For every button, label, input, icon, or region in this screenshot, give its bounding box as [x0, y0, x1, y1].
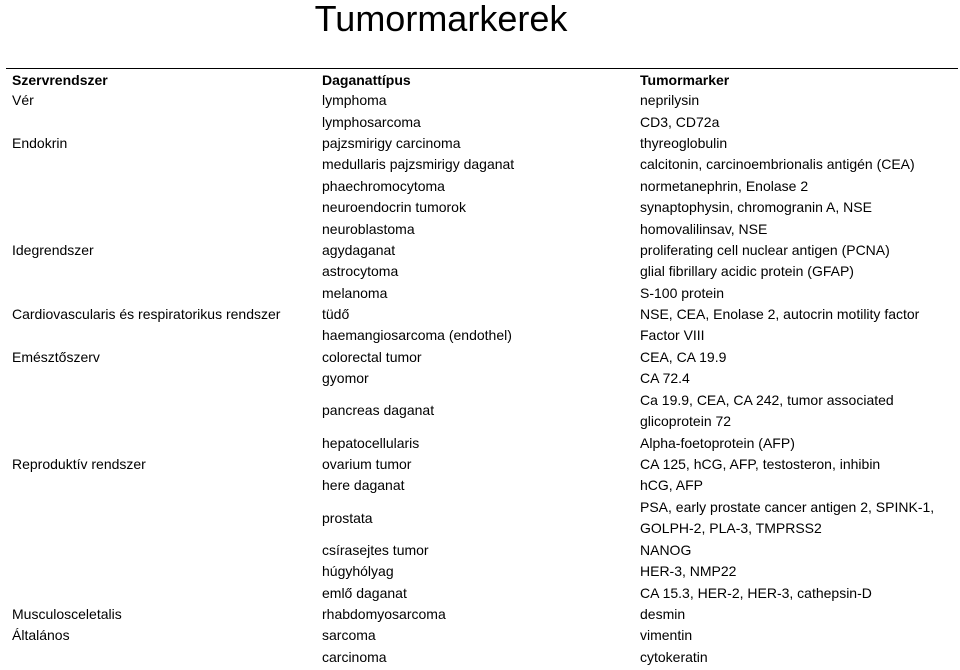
tumor-marker-cell: CA 125, hCG, AFP, testosteron, inhibin [640, 456, 881, 473]
tumor-type-cell: haemangiosarcoma (endothel) [322, 327, 512, 344]
tumor-marker-cell: normetanephrin, Enolase 2 [640, 177, 809, 194]
table-row [6, 540, 958, 561]
organ-system-cell [6, 368, 316, 389]
organ-system-cell [6, 325, 316, 346]
tumor-type-cell: colorectal tumor [322, 348, 422, 365]
table-row [6, 582, 958, 603]
table-header-row [6, 69, 958, 91]
organ-system-cell [6, 218, 316, 239]
organ-system-cell [6, 561, 316, 582]
table-row [6, 283, 958, 304]
table-row [6, 197, 958, 218]
tumor-type-cell: sarcoma [322, 627, 376, 644]
organ-system-cell [6, 582, 316, 603]
organ-system-cell: Vér [12, 92, 34, 109]
tumor-marker-cell: CA 15.3, HER-2, HER-3, cathepsin-D [640, 584, 872, 601]
table-row [6, 497, 958, 540]
page-title: Tumormarkerek [314, 0, 568, 39]
tumor-marker-cell: NSE, CEA, Enolase 2, autocrin motility factor [640, 306, 920, 323]
tumor-type-cell: hepatocellularis [322, 434, 420, 451]
table-row [6, 475, 958, 496]
table-row [6, 625, 958, 646]
tumor-marker-cell: CEA, CA 19.9 [640, 348, 727, 365]
organ-system-cell [6, 176, 316, 197]
organ-system-cell [6, 389, 316, 432]
column-header-organ-system: Szervrendszer [6, 69, 316, 91]
table-row [6, 432, 958, 453]
tumor-marker-cell: glial fibrillary acidic protein (GFAP) [640, 263, 854, 280]
table-row [6, 176, 958, 197]
tumor-marker-cell: vimentin [640, 627, 693, 644]
tumor-type-cell: here daganat [322, 477, 405, 494]
tumor-type-cell: neuroendocrin tumorok [322, 199, 466, 216]
tumor-marker-cell: hCG, AFP [640, 477, 704, 494]
organ-system-cell [6, 475, 316, 496]
tumor-type-cell: lymphoma [322, 92, 387, 109]
table-row [6, 647, 958, 668]
tumor-type-cell: emlő daganat [322, 584, 407, 601]
organ-system-cell: Musculosceletalis [12, 606, 122, 622]
table-row [6, 561, 958, 582]
table-row [6, 304, 958, 325]
table-row [6, 368, 958, 389]
tumor-marker-cell: desmin [640, 606, 686, 622]
tumor-marker-cell: Alpha-foetoprotein (AFP) [640, 434, 795, 451]
tumor-marker-cell: Factor VIII [640, 327, 705, 344]
tumor-type-cell: prostata [322, 509, 373, 526]
column-header-tumor-marker: Tumormarker [634, 69, 958, 91]
tumor-marker-cell: CA 72.4 [640, 370, 690, 387]
tumor-marker-cell: thyreoglobulin [640, 134, 728, 151]
organ-system-cell [6, 647, 316, 668]
organ-system-cell [6, 154, 316, 175]
table-row [6, 111, 958, 132]
table-row [6, 90, 958, 111]
organ-system-cell [6, 283, 316, 304]
organ-system-cell: Általános [12, 627, 70, 644]
table-row [6, 218, 958, 239]
table-row [6, 261, 958, 282]
tumor-marker-cell: PSA, early prostate cancer antigen 2, SPINK-1, GOLPH-2, PLA-3, TMPRSS2 [640, 499, 935, 537]
organ-system-cell [6, 540, 316, 561]
tumor-type-cell: astrocytoma [322, 263, 399, 280]
tumor-marker-cell: calcitonin, carcinoembrionalis antigén (CEA) [640, 156, 915, 173]
organ-system-cell: Endokrin [12, 134, 68, 151]
table-row [6, 389, 958, 432]
tumor-type-cell: neuroblastoma [322, 220, 415, 237]
table-row [6, 454, 958, 475]
organ-system-cell [6, 497, 316, 540]
tumor-marker-cell: S-100 protein [640, 284, 725, 301]
tumor-marker-cell: cytokeratin [640, 648, 708, 665]
organ-system-cell [6, 197, 316, 218]
tumor-type-cell: rhabdomyosarcoma [322, 606, 446, 622]
tumor-type-cell: medullaris pajzsmirigy daganat [322, 156, 515, 173]
tumor-type-cell: lymphosarcoma [322, 113, 421, 130]
tumor-marker-table [6, 68, 958, 668]
table-row [6, 240, 958, 261]
organ-system-cell [6, 432, 316, 453]
tumor-marker-cell: NANOG [640, 541, 692, 558]
table-row [6, 347, 958, 368]
tumor-type-cell: melanoma [322, 284, 388, 301]
organ-system-cell [6, 111, 316, 132]
tumor-type-cell: csírasejtes tumor [322, 541, 429, 558]
tumor-marker-cell: synaptophysin, chromogranin A, NSE [640, 199, 872, 216]
tumor-marker-cell: proliferating cell nuclear antigen (PCNA) [640, 241, 890, 258]
table-row [6, 604, 958, 625]
tumor-marker-cell: homovalilinsav, NSE [640, 220, 768, 237]
table-row [6, 325, 958, 346]
tumor-marker-cell: HER-3, NMP22 [640, 563, 737, 580]
table-row [6, 133, 958, 154]
tumor-type-cell: gyomor [322, 370, 369, 387]
table-row [6, 154, 958, 175]
tumor-type-cell: tüdő [322, 306, 350, 323]
tumor-type-cell: húgyhólyag [322, 563, 394, 580]
tumor-type-cell: phaechromocytoma [322, 177, 445, 194]
tumor-type-cell: agydaganat [322, 241, 396, 258]
organ-system-cell: Cardiovascularis és respiratorikus rendszer [12, 306, 281, 323]
tumor-type-cell: carcinoma [322, 648, 387, 665]
tumor-type-cell: pajzsmirigy carcinoma [322, 134, 461, 151]
column-header-tumor-type: Daganattípus [316, 69, 634, 91]
organ-system-cell: Emésztőszerv [12, 348, 100, 365]
tumor-marker-cell: neprilysin [640, 92, 700, 109]
organ-system-cell: Reproduktív rendszer [12, 456, 146, 473]
tumor-type-cell: ovarium tumor [322, 456, 412, 473]
tumor-marker-cell: CD3, CD72a [640, 113, 720, 130]
tumor-type-cell: pancreas daganat [322, 402, 435, 419]
organ-system-cell [6, 261, 316, 282]
tumor-marker-cell: Ca 19.9, CEA, CA 242, tumor associated glicoprotein 72 [640, 391, 894, 429]
organ-system-cell: Idegrendszer [12, 241, 94, 258]
